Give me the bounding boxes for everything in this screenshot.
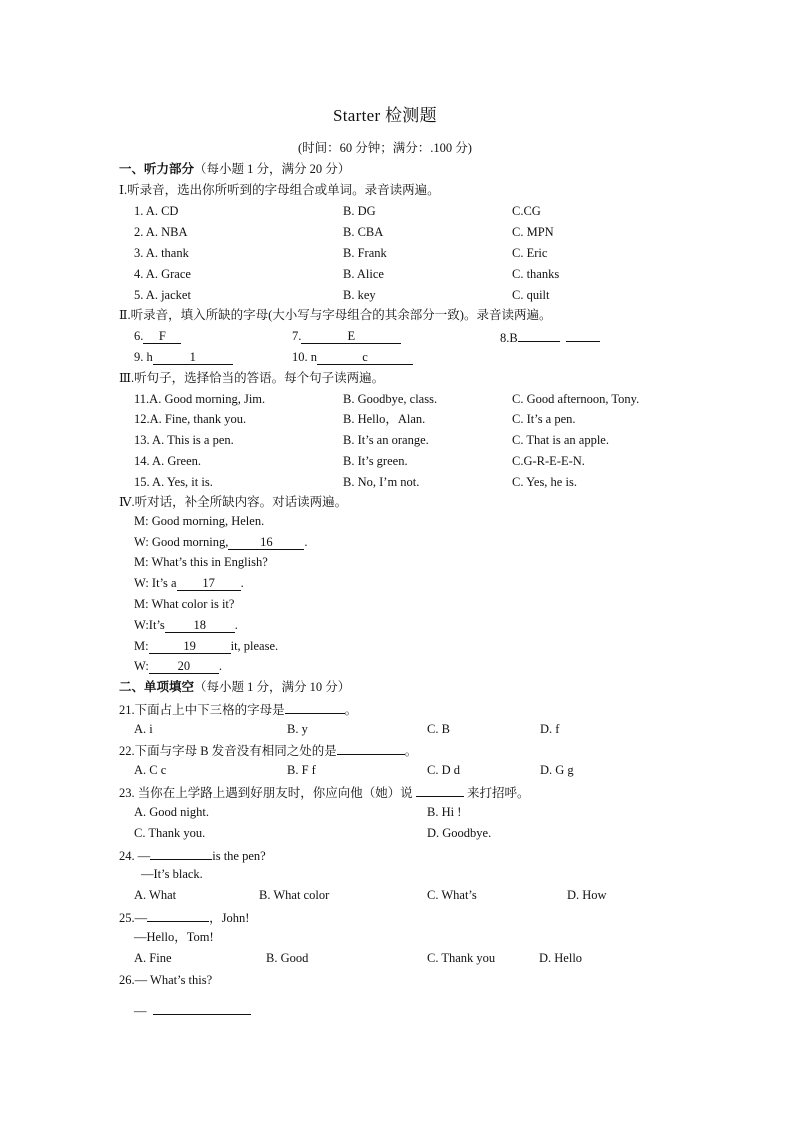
dialog-line-4 [134,574,244,592]
q3-option-c: C. Eric [512,246,548,260]
q21-option-a: A. i [134,722,153,736]
dialog-line-3: M: What’s this in English? [134,555,268,569]
part1-instruction: Ⅰ.听录音，选出你所听到的字母组合或单词。录音读两遍。 [119,183,440,197]
q22-option-d: D. G g [540,763,574,777]
part3-instruction: Ⅲ.听句子，选择恰当的答语。每个句子读两遍。 [119,371,385,385]
q26-reply-dash: — [134,1004,147,1018]
q22-answer-blank [337,740,405,755]
q11-option-a: 11.A. Good morning, Jim. [134,392,266,406]
blank-16-number: 16 [260,535,273,549]
dialog-line-8-end: . [218,659,222,673]
dialog-line-6 [134,616,238,634]
q23-stem [119,782,530,802]
page-title: Starter 检测题 [333,106,437,125]
dialog-line-7-text: M: [134,639,149,653]
q21-option-c: C. B [427,722,450,736]
q24-answer-blank [150,845,212,860]
q8-number: 8.B [500,331,518,345]
q26-answer-blank [153,1000,251,1015]
q12-option-c: C. It’s a pen. [512,412,576,426]
q21-answer-blank [285,699,345,714]
q24-option-d: D. How [567,888,607,902]
q8-blank-1 [518,327,560,342]
q23-option-b: B. Hi ! [427,805,462,819]
q24-reply: —It’s black. [141,867,203,881]
q6-blank [134,327,181,345]
q25-option-d: D. Hello [539,951,583,965]
q14-option-b: B. It’s green. [343,454,408,468]
q13-option-c: C. That is an apple. [512,433,609,447]
dialog-line-2-end: . [304,535,308,549]
q14-option-c: C.G-R-E-E-N. [512,454,585,468]
q23-end: 来打招呼。 [467,786,530,800]
q25-text: 25.— [119,911,148,925]
q23-answer-blank [416,782,464,797]
q21-option-d: D. f [540,722,560,736]
q25-option-a: A. Fine [134,951,172,965]
q23-option-d: D. Goodbye. [427,826,492,840]
q5-option-b: B. key [343,288,376,302]
q21-text: 21.下面占上中下三格的字母是 [119,703,285,717]
q24-option-a: A. What [134,888,177,902]
q21-stem [119,699,357,719]
q24-end: is the pen? [212,849,266,863]
dialog-line-8-text: W: [134,659,149,673]
q26-stem: 26.— What’s this? [119,973,213,987]
q11-option-c: C. Good afternoon, Tony. [512,392,640,406]
section1-heading [119,160,350,178]
q5-option-a: 5. A. jacket [134,288,191,302]
q6-letter: F [158,329,166,343]
q6-letter-blank [143,329,181,344]
q13-option-b: B. It’s an orange. [343,433,429,447]
dialog-line-6-text: W:It’s [134,618,165,632]
q1-option-c: C.CG [512,204,541,218]
blank-18 [165,618,235,633]
q4-option-b: B. Alice [343,267,384,281]
q22-option-a: A. C c [134,763,167,777]
q7-letter: E [347,329,356,343]
q25-option-b: B. Good [266,951,309,965]
q5-option-c: C. quilt [512,288,550,302]
q9-number: 9. h [134,350,153,364]
dialog-line-6-end: . [234,618,238,632]
q12-option-a: 12.A. Fine, thank you. [134,412,247,426]
q14-option-a: 14. A. Green. [134,454,201,468]
q2-option-a: 2. A. NBA [134,225,188,239]
q7-letter-blank [301,329,401,344]
page-subtitle: (时间：60 分钟；满分：.100 分) [298,141,472,155]
q25-end: ，John! [209,911,250,925]
section2-note: （每小题 1 分，满分 10 分） [194,680,351,694]
q10-blank [292,348,413,366]
q10-letter-blank [317,350,413,365]
dialog-line-7 [134,637,278,655]
q24-stem [119,845,266,865]
dialog-line-7-end: it, please. [230,639,279,653]
q12-option-b: B. Hello，Alan. [343,412,426,426]
q25-reply: —Hello，Tom! [134,930,214,944]
q7-blank [292,327,401,345]
q21-option-b: B. y [287,722,308,736]
q9-letter-blank [153,350,233,365]
q22-option-c: C. D d [427,763,460,777]
q4-option-a: 4. A. Grace [134,267,191,281]
blank-18-number: 18 [193,618,207,632]
q22-option-b: B. F f [287,763,316,777]
q22-text: 22.下面与字母 B 发音没有相同之处的是 [119,744,337,758]
q2-option-b: B. CBA [343,225,384,239]
section2-heading [119,678,350,696]
q3-option-b: B. Frank [343,246,387,260]
blank-20-number: 20 [177,659,191,673]
dialog-line-1: M: Good morning, Helen. [134,514,265,528]
dialog-line-4-end: . [240,576,244,590]
q10-number: 10. n [292,350,317,364]
dialog-line-5: M: What color is it? [134,597,235,611]
q26-reply [134,1000,251,1020]
q9-blank [134,348,233,366]
q3-option-a: 3. A. thank [134,246,189,260]
dialog-line-2-text: W: Good morning, [134,535,229,549]
q8-blank [500,327,600,347]
blank-19 [149,639,231,654]
dialog-line-2 [134,533,307,551]
q24-text: 24. — [119,849,151,863]
part2-instruction: Ⅱ.听录音，填入所缺的字母(大小写与字母组合的其余部分一致)。录音读两遍。 [119,308,552,322]
blank-17 [177,576,241,591]
q11-option-b: B. Goodbye, class. [343,392,438,406]
q8-blank-2 [566,327,600,342]
q10-letter: c [362,350,368,364]
dialog-line-8 [134,657,222,675]
q2-option-c: C. MPN [512,225,554,239]
q4-option-c: C. thanks [512,267,560,281]
q24-option-c: C. What’s [427,888,477,902]
blank-20 [149,659,219,674]
q15-option-c: C. Yes, he is. [512,475,577,489]
q23-text: 23. 当你在上学路上遇到好朋友时，你应向他（她）说 [119,786,413,800]
q1-option-a: 1. A. CD [134,204,179,218]
q21-end: 。 [344,703,358,717]
blank-19-number: 19 [183,639,196,653]
q7-number: 7. [292,329,302,343]
q22-stem [119,740,417,760]
q25-stem [119,907,249,927]
q24-option-b: B. What color [259,888,330,902]
q6-number: 6. [134,329,144,343]
section1-note: （每小题 1 分，满分 20 分） [194,162,351,176]
q22-end: 。 [404,744,418,758]
q9-letter: 1 [189,350,196,364]
q13-option-a: 13. A. This is a pen. [134,433,234,447]
section2-title: 二、单项填空 [119,680,195,694]
q15-option-b: B. No, I’m not. [343,475,420,489]
blank-16 [228,535,304,550]
q23-option-c: C. Thank you. [134,826,206,840]
q25-option-c: C. Thank you [427,951,496,965]
q23-option-a: A. Good night. [134,805,209,819]
dialog-line-4-text: W: It’s a [134,576,177,590]
part4-instruction: Ⅳ.听对话，补全所缺内容。对话读两遍。 [119,495,348,509]
section1-title: 一、听力部分 [119,162,195,176]
blank-17-number: 17 [202,576,215,590]
q1-option-b: B. DG [343,204,376,218]
q15-option-a: 15. A. Yes, it is. [134,475,213,489]
q25-answer-blank [147,907,209,922]
